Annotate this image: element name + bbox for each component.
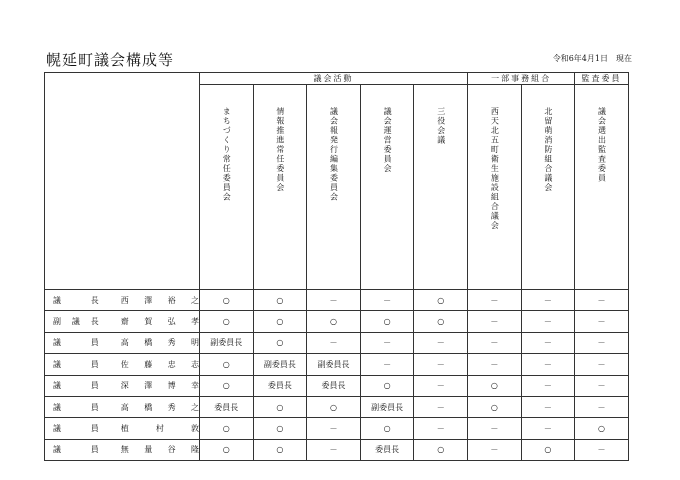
column-header-label: 西天北五町衛生施設組合議会 — [490, 107, 500, 231]
assignment-cell: － — [468, 332, 522, 353]
assignment-cell: － — [521, 418, 575, 439]
member-name: 齋 賀 弘 孝 — [120, 317, 199, 327]
column-header — [575, 85, 629, 290]
column-header — [414, 85, 468, 290]
table-row — [45, 311, 629, 332]
assignment-cell: 副委員長 — [253, 354, 307, 375]
assignment-cell: － — [468, 418, 522, 439]
assignment-cell: ○ — [253, 396, 307, 417]
assignment-cell: 委員長 — [307, 375, 361, 396]
committee-table — [44, 72, 629, 461]
member-cell — [45, 418, 200, 439]
assignment-cell: 副委員長 — [360, 396, 414, 417]
assignment-cell: ○ — [253, 439, 307, 460]
assignment-cell: 委員長 — [253, 375, 307, 396]
assignment-cell: － — [575, 290, 629, 311]
assignment-cell: － — [414, 332, 468, 353]
assignment-cell: － — [521, 396, 575, 417]
group-audit: 監査委員 — [575, 73, 629, 85]
assignment-cell: － — [521, 290, 575, 311]
table-row — [45, 396, 629, 417]
assignment-cell: － — [521, 311, 575, 332]
member-cell — [45, 375, 200, 396]
assignment-cell: ○ — [200, 418, 254, 439]
table-row — [45, 375, 629, 396]
assignment-cell: ○ — [307, 311, 361, 332]
member-cell — [45, 290, 200, 311]
assignment-cell: ○ — [253, 418, 307, 439]
assignment-cell: － — [468, 439, 522, 460]
member-cell — [45, 311, 200, 332]
assignment-cell: ○ — [360, 418, 414, 439]
date-value: 令和6年4月1日 — [552, 54, 608, 63]
assignment-cell: － — [575, 439, 629, 460]
assignment-cell: － — [414, 418, 468, 439]
group-partial-affairs: 一部事務組合 — [468, 73, 575, 85]
assignment-cell: ○ — [414, 311, 468, 332]
member-role: 議 長 — [53, 295, 99, 305]
assignment-cell: ○ — [200, 290, 254, 311]
column-header-label: 議会報発行編集委員会 — [329, 107, 339, 202]
assignment-cell: ○ — [414, 290, 468, 311]
assignment-cell: － — [360, 290, 414, 311]
assignment-cell: － — [575, 354, 629, 375]
date-suffix: 現在 — [616, 54, 632, 63]
group-council: 議会活動 — [200, 73, 468, 85]
member-cell — [45, 439, 200, 460]
column-header — [307, 85, 361, 290]
member-role: 議 員 — [53, 338, 99, 348]
assignment-cell: － — [307, 439, 361, 460]
assignment-cell: ○ — [468, 396, 522, 417]
column-header — [521, 85, 575, 290]
assignment-cell: － — [521, 375, 575, 396]
member-name: 植 村 敦 — [120, 424, 199, 434]
assignment-cell: ○ — [200, 375, 254, 396]
column-header-label: 情報推進常任委員会 — [275, 107, 285, 193]
assignment-cell: ○ — [200, 439, 254, 460]
assignment-cell: ○ — [253, 290, 307, 311]
column-header — [360, 85, 414, 290]
assignment-cell: － — [414, 354, 468, 375]
column-header-label: 北留萌消防組合議会 — [543, 107, 553, 193]
assignment-cell: 副委員長 — [307, 354, 361, 375]
assignment-cell: － — [468, 290, 522, 311]
member-cell — [45, 396, 200, 417]
assignment-cell: － — [307, 332, 361, 353]
assignment-cell: ○ — [253, 311, 307, 332]
assignment-cell: － — [575, 311, 629, 332]
member-name: 佐 藤 忠 志 — [120, 359, 199, 369]
member-name: 高 橋 秀 明 — [120, 338, 199, 348]
column-header — [200, 85, 254, 290]
assignment-cell: 委員長 — [200, 396, 254, 417]
assignment-cell: － — [468, 311, 522, 332]
member-name: 深 澤 博 幸 — [120, 381, 199, 391]
table-row — [45, 439, 629, 460]
member-name: 高 橋 秀 之 — [120, 402, 199, 412]
assignment-cell: － — [307, 418, 361, 439]
column-header-label: 議会選出監査委員 — [597, 107, 607, 183]
assignment-cell: ○ — [575, 418, 629, 439]
assignment-cell: ○ — [414, 439, 468, 460]
assignment-cell: － — [360, 332, 414, 353]
assignment-cell: ○ — [360, 311, 414, 332]
table-row — [45, 332, 629, 353]
assignment-cell: － — [575, 375, 629, 396]
assignment-cell: － — [360, 354, 414, 375]
member-name: 西 澤 裕 之 — [120, 295, 199, 305]
column-header — [253, 85, 307, 290]
table-row — [45, 418, 629, 439]
assignment-cell: － — [575, 396, 629, 417]
member-role: 議 員 — [53, 359, 99, 369]
table-row — [45, 354, 629, 375]
assignment-cell: － — [414, 375, 468, 396]
assignment-cell: － — [575, 332, 629, 353]
column-header-label: まちづくり常任委員会 — [222, 107, 232, 202]
table-row — [45, 290, 629, 311]
assignment-cell: ○ — [307, 396, 361, 417]
column-header — [468, 85, 522, 290]
date-label — [553, 53, 632, 64]
member-name: 無 量 谷 隆 — [120, 445, 199, 455]
assignment-cell: ○ — [200, 311, 254, 332]
member-role: 副 議 長 — [53, 317, 99, 327]
assignment-cell: ○ — [521, 439, 575, 460]
page-title: 幌延町議会構成等 — [46, 51, 175, 69]
assignment-cell: － — [521, 354, 575, 375]
assignment-cell: 副委員長 — [200, 332, 254, 353]
member-role: 議 員 — [53, 402, 99, 412]
column-header-label: 三役会議 — [436, 107, 446, 145]
assignment-cell: ○ — [468, 375, 522, 396]
member-role: 議 員 — [53, 445, 99, 455]
member-cell — [45, 354, 200, 375]
assignment-cell: ○ — [253, 332, 307, 353]
header-corner — [45, 73, 200, 290]
assignment-cell: － — [414, 396, 468, 417]
column-header-label: 議会運営委員会 — [383, 107, 393, 174]
assignment-cell: － — [521, 332, 575, 353]
assignment-cell: － — [468, 354, 522, 375]
assignment-cell: 委員長 — [360, 439, 414, 460]
member-role: 議 員 — [53, 424, 99, 434]
member-cell — [45, 332, 200, 353]
assignment-cell: － — [307, 290, 361, 311]
assignment-cell: ○ — [200, 354, 254, 375]
member-role: 議 員 — [53, 381, 99, 391]
assignment-cell: ○ — [360, 375, 414, 396]
